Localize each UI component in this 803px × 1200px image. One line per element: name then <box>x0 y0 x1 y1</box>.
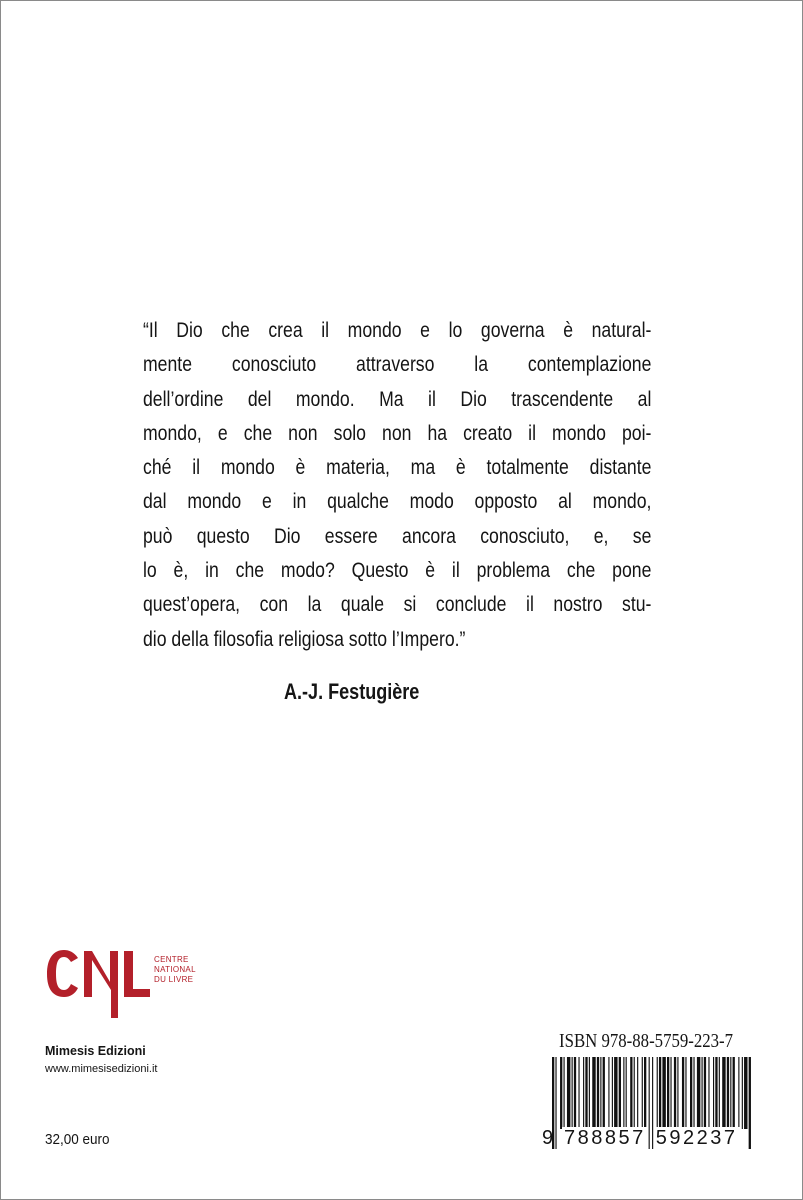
barcode-bar <box>708 1057 709 1129</box>
barcode-bar <box>702 1057 703 1129</box>
quote-line: “Il Dio che crea il mondo e lo governa è natural- <box>143 318 652 342</box>
quote-line: ché il mondo è materia, ma è totalmente distante <box>143 455 652 480</box>
barcode-bar <box>560 1057 562 1129</box>
barcode-bar <box>623 1057 624 1129</box>
barcode-bar <box>730 1057 731 1129</box>
barcode-bar <box>626 1057 627 1129</box>
quote-text <box>143 313 652 656</box>
barcode-bar <box>612 1057 613 1129</box>
barcode-bar <box>589 1057 590 1129</box>
quote-line: quest’opera, con la quale si conclude il nostro stu- <box>143 592 652 617</box>
quote-line: dio della filosofia religiosa sotto l’Impero.” <box>143 626 466 651</box>
price: 32,00 euro <box>45 1131 110 1148</box>
barcode-bar <box>674 1057 676 1129</box>
barcode-bar <box>662 1057 665 1129</box>
barcode-bar <box>742 1057 743 1129</box>
quote-line: lo è, in che modo? Questo è il problema che pone <box>143 558 652 583</box>
tagline-line: NATIONAL <box>154 965 196 974</box>
barcode-bar <box>685 1057 686 1129</box>
barcode-bar <box>585 1057 587 1129</box>
cnl-tagline <box>154 955 196 985</box>
quote-line: mente conosciuto attraverso la contemplazione <box>143 352 652 377</box>
barcode-bar <box>578 1057 579 1129</box>
barcode-bar <box>667 1057 669 1129</box>
barcode-bar <box>642 1057 643 1129</box>
barcode-bar <box>722 1057 725 1129</box>
barcode-bar <box>592 1057 595 1129</box>
barcode-bar <box>727 1057 729 1129</box>
isbn-label: ISBN 978-88-5759-223-7 <box>559 1030 734 1052</box>
barcode-bar <box>644 1057 646 1129</box>
quote-author: A.-J. Festugière <box>284 679 420 704</box>
barcode-bar <box>637 1057 638 1129</box>
barcode-bar <box>583 1057 584 1129</box>
barcode-bar <box>719 1057 720 1129</box>
publisher-website: www.mimesisedizioni.it <box>45 1063 158 1075</box>
barcode-bar <box>597 1057 599 1129</box>
barcode-bar <box>603 1057 605 1129</box>
barcode-bar <box>564 1057 565 1129</box>
barcode-bar <box>677 1057 678 1129</box>
tagline-line: CENTRE <box>154 955 189 964</box>
barcode-bar <box>659 1057 661 1129</box>
quote-line: dell’ordine del mondo. Ma il Dio trascendente al <box>143 386 652 411</box>
barcode-bar <box>614 1057 617 1129</box>
barcode-bar <box>634 1057 635 1129</box>
barcode-bar <box>690 1057 692 1129</box>
quote-line: mondo, e che non solo non ha creato il mondo poi- <box>143 420 652 445</box>
barcode-bar <box>682 1057 684 1129</box>
barcode-bar <box>713 1057 714 1129</box>
barcode-bar <box>715 1057 717 1129</box>
publisher-name: Mimesis Edizioni <box>45 1044 146 1058</box>
quote-line: può questo Dio essere ancora conosciuto, e, se <box>143 523 652 548</box>
tagline-line: DU LIVRE <box>154 975 194 984</box>
barcode-bar <box>567 1057 570 1129</box>
barcode-digit-first: 9 <box>542 1127 554 1149</box>
barcode-bar <box>574 1057 576 1129</box>
barcode-bar <box>733 1057 735 1129</box>
barcode-bar <box>738 1057 739 1129</box>
barcode-bar <box>744 1057 747 1129</box>
barcode-digits <box>542 1127 740 1150</box>
barcode-bar <box>704 1057 706 1129</box>
barcode-bar <box>697 1057 700 1129</box>
barcode-bar <box>619 1057 621 1129</box>
barcode-bar <box>693 1057 694 1129</box>
barcode-bar <box>572 1057 573 1129</box>
barcode-digits-right: 592237 <box>655 1127 738 1149</box>
barcode-bar <box>608 1057 609 1129</box>
barcode-bar <box>657 1057 658 1129</box>
quote-line: dal mondo e in qualche modo opposto al mondo, <box>143 489 652 514</box>
barcode-bar <box>630 1057 632 1129</box>
barcode-digits-left: 788857 <box>564 1127 646 1149</box>
barcode-bar <box>600 1057 601 1129</box>
barcode-bar <box>670 1057 671 1129</box>
barcode-bar <box>749 1057 751 1149</box>
